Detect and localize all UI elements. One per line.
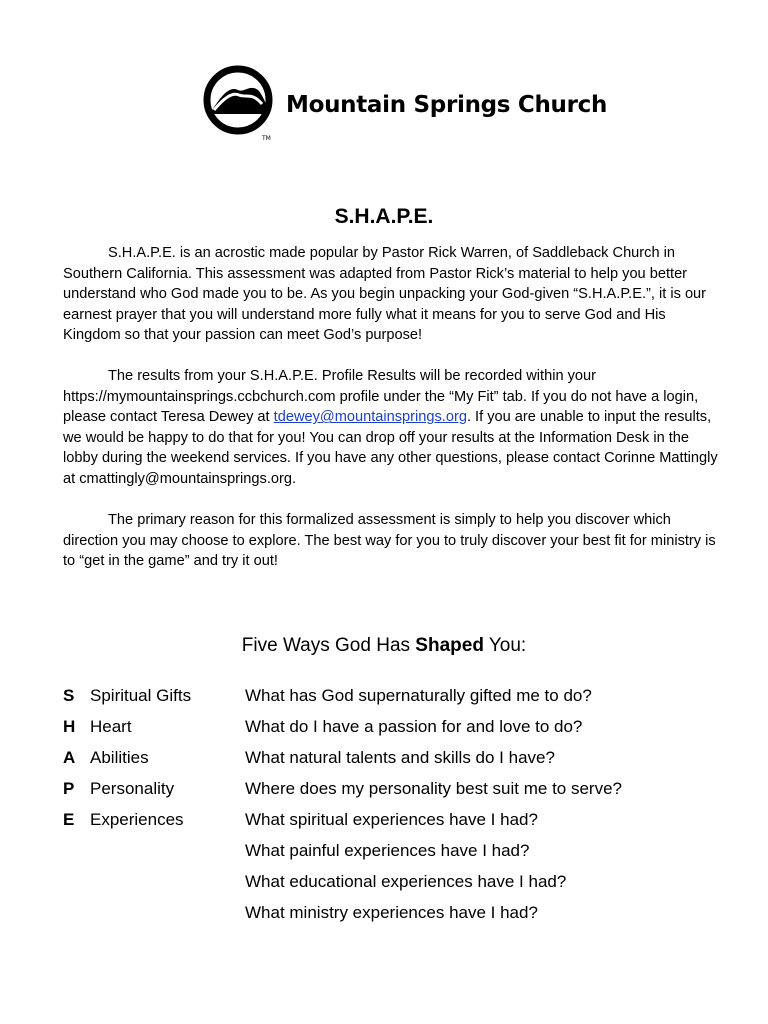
intro-paragraph-3: The primary reason for this formalized assessment is simply to help you discover which direction you may choose to explore. The best way for you to truly discover your best fit for ministry is to “get in the game” and try it out!: [63, 512, 716, 570]
intro-paragraph-2: The results from your S.H.A.P.E. Profile Results will be recorded within your https://mymountainsprings.ccbchurch.com profile under the “My Fit” tab. If you do not have a login, please contact Teresa Dewey at tdewey@mountainsprings.org. If you are unable to input the results, we would be happy to do that for you! You can drop off your results at the Information Desk in the lobby during the weekend services. If you have any other questions, please contact Corinne Mattingly at cmattingly@mountainsprings.org.: [63, 368, 718, 487]
list-item: A Abilities What natural talents and skills do I have?: [63, 748, 555, 767]
list-item: What painful experiences have I had?: [245, 841, 530, 860]
list-item: S Spiritual Gifts What has God supernaturally gifted me to do?: [63, 686, 592, 705]
church-logo: [202, 64, 608, 144]
list-item: What educational experiences have I had?: [245, 872, 567, 891]
list-item: What ministry experiences have I had?: [245, 903, 538, 922]
intro-paragraph-1: S.H.A.P.E. is an acrostic made popular by Pastor Rick Warren, of Saddleback Church in Southern California. This assessment was adapted from Pastor Rick’s material to help you better understand who God made you to be. As you begin unpacking your God-given “S.H.A.P.E.”, it is our earnest prayer that you will understand more fully what it means for you to serve God and His Kingdom so that your passion can meet God’s purpose!: [63, 245, 707, 344]
page-title: S.H.A.P.E.: [334, 205, 434, 228]
church-name: Mountain Springs Church: [286, 92, 608, 118]
section-heading: Five Ways God Has Shaped You:: [241, 635, 527, 656]
list-item: H Heart What do I have a passion for and love to do?: [63, 717, 583, 736]
mountain-logo-icon: [202, 64, 280, 144]
list-item: E Experiences What spiritual experiences have I had?: [63, 810, 538, 829]
email-link[interactable]: tdewey@mountainsprings.org: [273, 409, 467, 426]
list-item: P Personality Where does my personality best suit me to serve?: [63, 779, 622, 798]
trademark-mark: TM: [262, 135, 271, 142]
shape-list: [63, 684, 703, 932]
